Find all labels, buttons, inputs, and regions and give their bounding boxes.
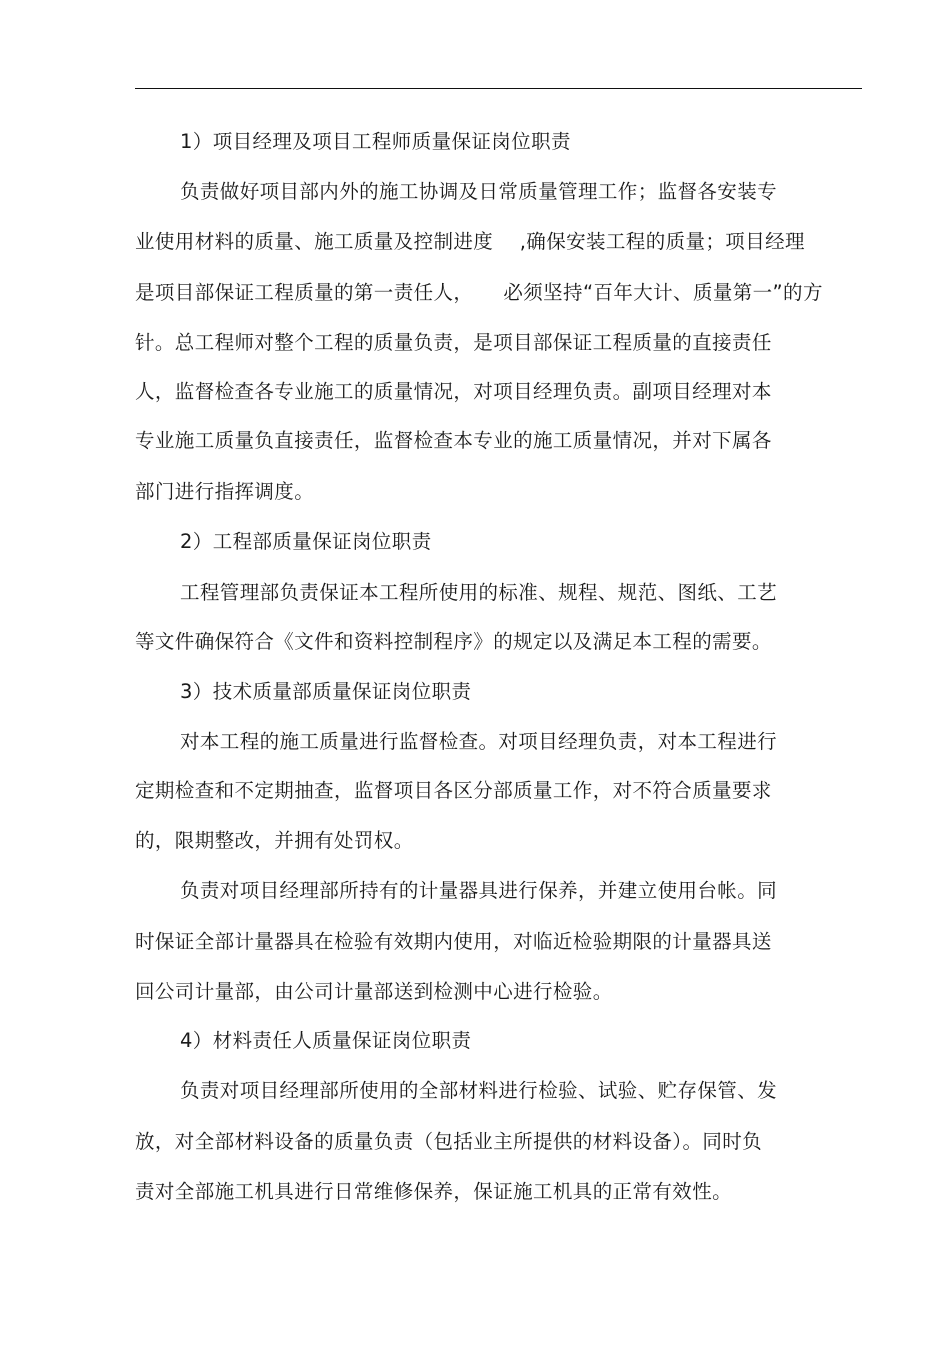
paragraph-line: 负责做好项目部内外的施工协调及日常质量管理工作；监督各安装专 bbox=[180, 180, 778, 203]
header-rule bbox=[135, 88, 862, 89]
section-heading-4: 4）材料责任人质量保证岗位职责 bbox=[180, 1029, 472, 1052]
paragraph-line: 回公司计量部，由公司计量部送到检测中心进行检验。 bbox=[135, 980, 613, 1003]
paragraph-line: 是项目部保证工程质量的第一责任人， 必须坚持“百年大计、质量第一”的方 bbox=[135, 281, 823, 304]
section-heading-3: 3）技术质量部质量保证岗位职责 bbox=[180, 680, 472, 703]
section-heading-2: 2）工程部质量保证岗位职责 bbox=[180, 530, 432, 553]
paragraph-line: 放，对全部材料设备的质量负责（包括业主所提供的材料设备）。同时负 bbox=[135, 1130, 763, 1153]
paragraph-line: 负责对项目经理部所使用的全部材料进行检验、试验、贮存保管、发 bbox=[180, 1079, 778, 1102]
paragraph-line: 工程管理部负责保证本工程所使用的标准、规程、规范、图纸、工艺 bbox=[180, 581, 778, 604]
paragraph-line: 责对全部施工机具进行日常维修保养，保证施工机具的正常有效性。 bbox=[135, 1180, 733, 1203]
paragraph-line: 专业施工质量负直接责任，监督检查本专业的施工质量情况，并对下属各 bbox=[135, 429, 772, 452]
paragraph-line: 时保证全部计量器具在检验有效期内使用，对临近检验期限的计量器具送 bbox=[135, 930, 772, 953]
section-heading-1: 1）项目经理及项目工程师质量保证岗位职责 bbox=[180, 130, 571, 153]
paragraph-line: 对本工程的施工质量进行监督检查。对项目经理负责，对本工程进行 bbox=[180, 730, 778, 753]
paragraph-line: 业使用材料的质量、施工质量及控制进度 ,确保安装工程的质量；项目经理 bbox=[135, 230, 805, 253]
paragraph-line: 负责对项目经理部所持有的计量器具进行保养，并建立使用台帐。同 bbox=[180, 879, 778, 902]
paragraph-line: 定期检查和不定期抽查，监督项目各区分部质量工作，对不符合质量要求 bbox=[135, 779, 772, 802]
paragraph-line: 人，监督检查各专业施工的质量情况，对项目经理负责。副项目经理对本 bbox=[135, 380, 772, 403]
paragraph-line: 等文件确保符合《文件和资料控制程序》的规定以及满足本工程的需要。 bbox=[135, 630, 772, 653]
paragraph-line: 部门进行指挥调度。 bbox=[135, 480, 315, 503]
paragraph-line: 针。总工程师对整个工程的质量负责，是项目部保证工程质量的直接责任 bbox=[135, 331, 772, 354]
paragraph-line: 的，限期整改，并拥有处罚权。 bbox=[135, 829, 414, 852]
